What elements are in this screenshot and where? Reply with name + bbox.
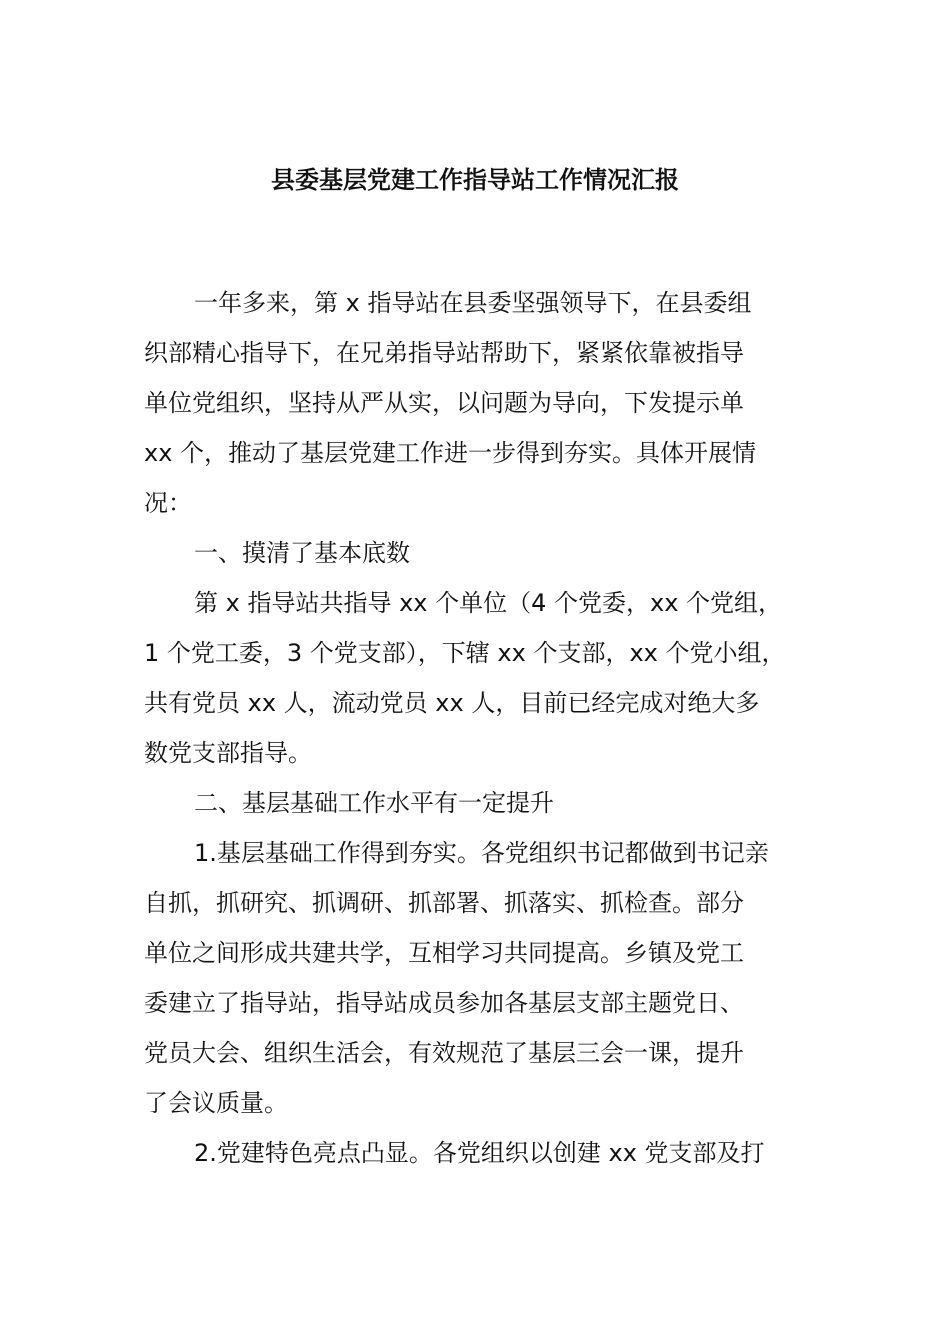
paragraph-item-1-line-4: 委建立了指导站，指导站成员参加各基层支部主题党日、 [144, 989, 744, 1017]
paragraph-item-1-line-1: 1.基层基础工作得到夯实。各党组织书记都做到书记亲 [194, 839, 769, 867]
paragraph-intro-line-4: xx 个，推动了基层党建工作进一步得到夯实。具体开展情 [144, 439, 757, 467]
paragraph-item-1-line-3: 单位之间形成共建共学，互相学习共同提高。乡镇及党工 [144, 939, 744, 967]
paragraph-units-line-3: 共有党员 xx 人，流动党员 xx 人，目前已经完成对绝大多 [144, 689, 760, 717]
document-body [144, 278, 844, 1178]
paragraph-item-1-line-6: 了会议质量。 [144, 1089, 288, 1117]
paragraph-item-2-line-1: 2.党建特色亮点凸显。各党组织以创建 xx 党支部及打 [194, 1139, 765, 1167]
paragraph-intro-line-2: 织部精心指导下，在兄弟指导站帮助下，紧紧依靠被指导 [144, 339, 744, 367]
paragraph-intro-line-3: 单位党组织，坚持从严从实，以问题为导向，下发提示单 [144, 389, 744, 417]
paragraph-intro-line-5: 况： [144, 489, 192, 517]
paragraph-item-1-line-5: 党员大会、组织生活会，有效规范了基层三会一课，提升 [144, 1039, 744, 1067]
paragraph-units-line-1: 第 x 指导站共指导 xx 个单位（4 个党委，xx 个党组， [194, 589, 783, 617]
paragraph-units-line-4: 数党支部指导。 [144, 739, 312, 767]
section-heading-1: 一、摸清了基本底数 [194, 539, 410, 567]
section-heading-2: 二、基层基础工作水平有一定提升 [194, 789, 554, 817]
paragraph-item-1-line-2: 自抓，抓研究、抓调研、抓部署、抓落实、抓检查。部分 [144, 889, 744, 917]
paragraph-units-line-2: 1 个党工委，3 个党支部），下辖 xx 个支部，xx 个党小组， [144, 639, 786, 667]
paragraph-intro-line-1: 一年多来，第 x 指导站在县委坚强领导下，在县委组 [194, 289, 752, 317]
document-title: 县委基层党建工作指导站工作情况汇报 [271, 166, 679, 194]
